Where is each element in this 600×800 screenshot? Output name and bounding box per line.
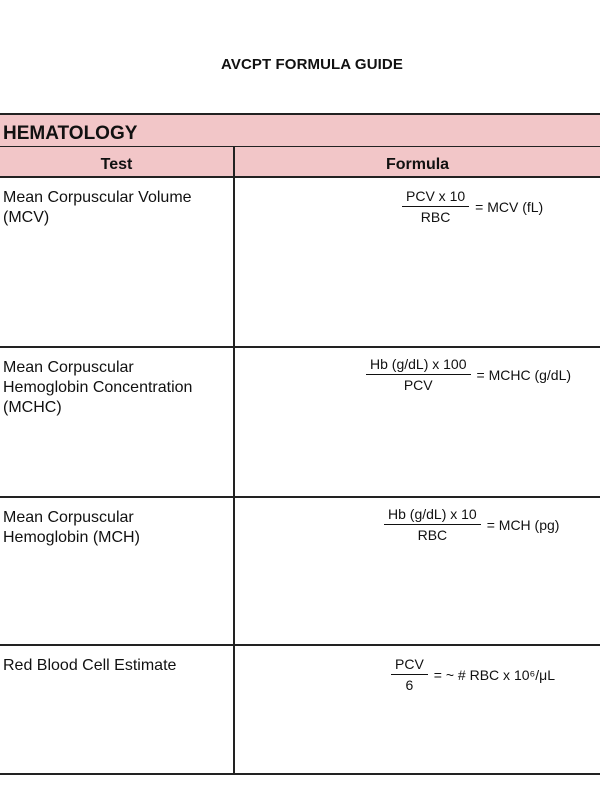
formula xyxy=(366,356,571,393)
table-row xyxy=(0,178,600,346)
fraction xyxy=(384,506,481,543)
test-name-line: Mean Corpuscular Volume xyxy=(3,189,192,206)
test-name-line: Hemoglobin (MCH) xyxy=(3,529,140,546)
fraction xyxy=(366,356,471,393)
formula xyxy=(384,506,559,543)
test-name-line: (MCHC) xyxy=(3,399,62,416)
numerator: Hb (g/dL) x 10 xyxy=(384,506,481,525)
denominator: RBC xyxy=(420,209,451,225)
numerator: Hb (g/dL) x 100 xyxy=(366,356,471,375)
fraction xyxy=(402,188,469,225)
test-name-line: Mean Corpuscular xyxy=(3,509,134,526)
formula-result: = ~ # RBC x 10⁶/μL xyxy=(433,666,556,683)
formula-result: = MCH (pg) xyxy=(486,516,560,533)
numerator: PCV x 10 xyxy=(402,188,469,207)
column-header-test: Test xyxy=(100,156,133,173)
numerator: PCV xyxy=(391,656,428,675)
table-bottom-border xyxy=(0,773,600,775)
test-name-line: Red Blood Cell Estimate xyxy=(3,657,177,674)
formula-table xyxy=(0,113,600,775)
section-title: HEMATOLOGY xyxy=(3,123,138,144)
test-name-line: Mean Corpuscular xyxy=(3,359,134,376)
fraction xyxy=(391,656,428,693)
test-name xyxy=(3,508,228,548)
test-name xyxy=(3,188,228,228)
column-header-formula: Formula xyxy=(385,156,450,173)
table-row xyxy=(0,498,600,644)
table-row xyxy=(0,348,600,496)
test-name-line: Hemoglobin Concentration xyxy=(3,379,193,396)
formula-result: = MCHC (g/dL) xyxy=(476,366,572,383)
denominator: RBC xyxy=(417,527,448,543)
document-title: AVCPT FORMULA GUIDE xyxy=(221,56,403,73)
formula xyxy=(391,656,555,693)
test-name xyxy=(3,358,228,418)
denominator: PCV xyxy=(403,377,433,393)
denominator: 6 xyxy=(405,677,414,693)
test-name xyxy=(3,656,228,676)
table-row xyxy=(0,646,600,773)
formula xyxy=(402,188,543,225)
formula-result: = MCV (fL) xyxy=(475,198,544,215)
section-header xyxy=(0,113,600,147)
test-name-line: (MCV) xyxy=(3,209,50,226)
column-header-row xyxy=(0,147,600,178)
